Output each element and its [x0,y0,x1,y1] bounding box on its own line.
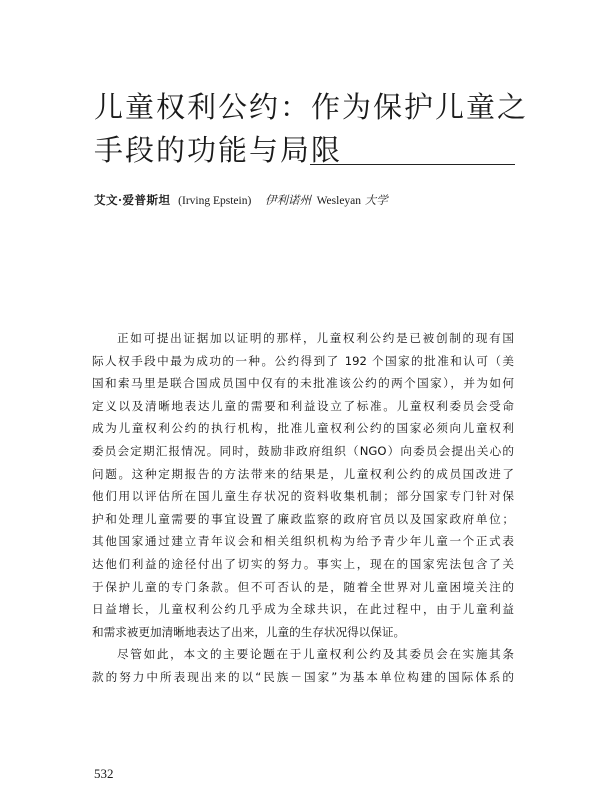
body-line: 达他们利益的途径付出了切实的努力。事实上，现在的国家宪法包含了关 [92,556,514,571]
body-line: 际人权手段中最为成功的一种。公约得到了 192 个国家的批准和认可（美 [92,353,514,368]
body-line: 和需求被更加清晰地表达了出来，儿童的生存状况得以保证。 [92,624,406,639]
body-line: 护和处理儿童需要的事宜设置了廉政监察的政府官员以及国家政府单位； [92,511,514,526]
affiliation-zh: 伊利诺州 [264,193,311,207]
title-line-2: 手段的功能与局限 [94,133,343,167]
title-divider [310,164,515,165]
body-line: 定义以及清晰地表达儿童的需要和利益设立了标准。儿童权利委员会受命 [92,398,514,413]
author-name-zh: 艾文·爱普斯坦 [94,193,171,207]
title-line-1: 儿童权利公约：作为保护儿童之 [94,90,529,124]
body-line: 委员会定期汇报情况。同时，鼓励非政府组织（NGO）向委员会提出关心的 [92,443,514,458]
body-line: 于保护儿童的专门条款。但不可否认的是，随着全世界对儿童困境关注的 [92,579,514,594]
article-title [94,86,529,172]
body-line: 其他国家通过建立青年议会和相关组织机构为给予青少年儿童一个正式表 [92,534,514,549]
body-line: 成为儿童权利公约的执行机构，批准儿童权利公约的国家必须向儿童权利 [92,421,514,436]
author-name-en: (Irving Epstein) [178,195,252,207]
body-line: 问题。这种定期报告的方法带来的结果是，儿童权利公约的成员国改进了 [92,466,514,481]
body-line: 尽管如此，本文的主要论题在于儿童权利公约及其委员会在实施其条 [117,647,514,662]
body-line: 日益增长，儿童权利公约几乎成为全球共识，在此过程中，由于儿童利益 [92,602,514,617]
body-line: 他们用以评估所在国儿童生存状况的资料收集机制；部分国家专门针对保 [92,489,514,504]
body-line: 款的努力中所表现出来的以“民族－国家”为基本单位构建的国际体系的 [92,669,514,684]
body-line: 国和索马里是联合国成员国中仅有的未批准该公约的两个国家），并为如何 [92,376,514,391]
paragraph-2 [92,643,514,688]
author-byline [94,192,388,209]
affiliation-suffix: 大学 [364,193,388,207]
body-line: 正如可提出证据加以证明的那样，儿童权利公约是已被创制的现有国 [117,331,514,345]
page-number: 532 [94,766,114,781]
article-body [92,327,514,689]
paragraph-1 [92,327,514,643]
affiliation-en: Wesleyan [316,195,362,207]
